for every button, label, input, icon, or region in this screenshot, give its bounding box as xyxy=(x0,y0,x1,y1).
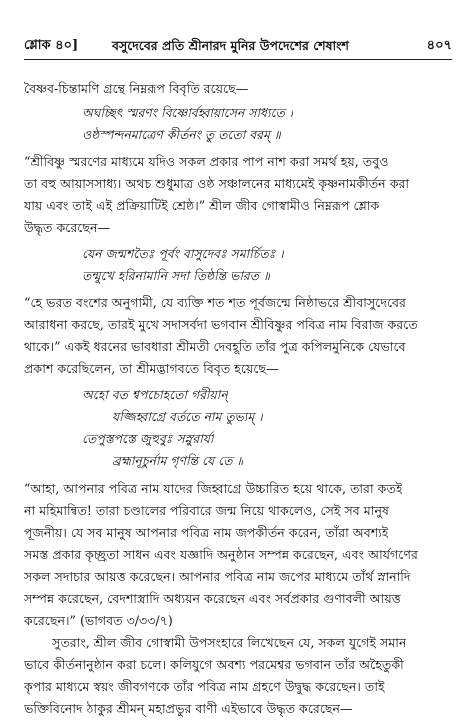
sanskrit-verse-line: যজ্জিহ্বাগ্রে বর্ততে নাম তুভ্যম্ । xyxy=(112,409,263,424)
text-line: “শ্রীবিষ্ণু স্মরণের মাধ্যমে যদিও সকল প্রকার পাপ নাশ করা সমর্থ হয়, তবুও xyxy=(24,154,389,169)
sanskrit-verse-line: তেপুস্তপস্তে জুহুবুঃ সস্নুরার্যা xyxy=(82,431,214,446)
text-line: প্রকাশ করেছিলেন, তা শ্রীমদ্ভাগবতে বিবৃত হয়েছে— xyxy=(24,361,279,376)
sanskrit-verse-line: যেন জন্মশতৈঃ পূর্বং বাসুদেবঃ সমার্চিতঃ । xyxy=(82,246,284,261)
text-line: “আহা, আপনার পবিত্র নাম যাদের জিহ্বাগ্রে উচ্চারিত হয়ে থাকে, তারা কতই xyxy=(24,481,403,496)
sanskrit-verse-line: তন্মুখে হরিনামানি সদা তিষ্ঠন্তি ভারত ॥ xyxy=(82,268,270,283)
text-line: পূজনীয়। যে সব মানুষ আপনার পবিত্র নাম জপকীর্তন করেন, তাঁরা অবশ্যই xyxy=(24,525,389,540)
sanskrit-verse-line: অহো বত শ্বপচোহতো গরীয়ান্ xyxy=(82,387,228,402)
text-line: যায় এবং তাই এই প্রক্রিয়াটিই শ্রেষ্ঠ।” শ্রীল জীব গোস্বামীও নিম্নরূপ শ্লোক xyxy=(24,198,380,213)
text-line: সমস্ত প্রকার কৃচ্ছ্রতা সাধন এবং যজ্ঞাদি অনুষ্ঠান সম্পন্ন করেছেন, এবং আর্যগণের xyxy=(24,547,418,562)
text-line: করেছেন।” (ভাগবত ৩/৩৩/৭) xyxy=(24,613,173,628)
running-title: বসুদেবের প্রতি শ্রীনারদ মুনির উপদেশের শেষাংশ xyxy=(112,38,349,53)
text-line: সুতরাং, শ্রীল জীব গোস্বামী উপসংহারে লিখেছেন যে, সকল যুগেই সমান xyxy=(52,635,407,650)
text-line: “হে ভরত বংশের অনুগামী, যে ব্যক্তি শত শত পূর্বজন্মে নিষ্ঠাভরে শ্রীবাসুদেবের xyxy=(24,295,406,310)
page-number: ৪০৭ xyxy=(426,38,452,53)
text-line: সকল সদাচার আয়ত্ত করেছেন। আপনার পবিত্র নাম জপের মাধ্যমে তাঁর্থ স্নানাদি xyxy=(24,569,411,584)
sanskrit-verse-line: ওষ্ঠস্পন্দনমাত্রেণ কীর্তনং তু ততো বরম্ ॥ xyxy=(82,127,281,142)
intro-line: বৈষ্ণব-চিন্তামণি গ্রন্থে নিম্নরূপ বিবৃতি রয়েছে— xyxy=(24,81,249,96)
page-header xyxy=(24,36,452,56)
text-line: আরাধনা করছে, তারই মুখে সদাসর্বদা ভগবান শ্রীবিষ্ণুর পবিত্র নাম বিরাজ করতে xyxy=(24,317,418,332)
sanskrit-verse-line: অঘচ্ছিৎ স্মরণং বিষ্ণোর্বহ্বায়াসেন সাধ্যতে । xyxy=(82,105,294,120)
verse-reference: শ্লোক ৪০] xyxy=(24,38,79,53)
text-line: ভক্তিবিনোদ ঠাকুর শ্রীমন্ মহাপ্রভুর বাণী এইভাবে উদ্ধৃত করেছেন— xyxy=(24,701,353,716)
text-line: থাকে।” একই ধরনের ভাবধারা শ্রীমতী দেবহূতি তাঁর পুত্র কপিলমুনিকে যেভাবে xyxy=(24,339,406,354)
text-line: তা বহু আয়াসসাধ্য। অথচ শুধুমাত্র ওষ্ঠ সঞ্চালনের মাধ্যমেই কৃষ্ণনামকীর্তন করা xyxy=(24,176,410,191)
text-line: কৃপার মাধ্যমে স্বয়ং জীবগণকে তাঁর পবিত্র নাম গ্রহণে উদ্বুদ্ধ করেছেন। তাই xyxy=(24,679,385,694)
text-line: সম্পন্ন করেছেন, বেদশাস্ত্রাদি অধ্যয়ন করেছেন এবং সর্বপ্রকার গুণাবলী আয়ত্ত xyxy=(24,591,401,606)
text-line: ভাবে কীর্তনানুষ্ঠান করা চলে। কলিযুগে অবশ্য পরমেশ্বর ভগবান তাঁর অহৈতুকী xyxy=(24,657,404,672)
text-line: না মহিমান্বিত! তারা চণ্ডালের পরিবারে জন্ম নিয়ে থাকলেও, সেই সব মানুষ xyxy=(24,503,389,518)
text-line: উদ্ধৃত করেছেন— xyxy=(24,220,111,235)
sanskrit-verse-line: ব্রহ্মানূচুর্নাম গৃণন্তি যে তে ॥ xyxy=(112,453,244,468)
header-rule xyxy=(24,59,452,60)
